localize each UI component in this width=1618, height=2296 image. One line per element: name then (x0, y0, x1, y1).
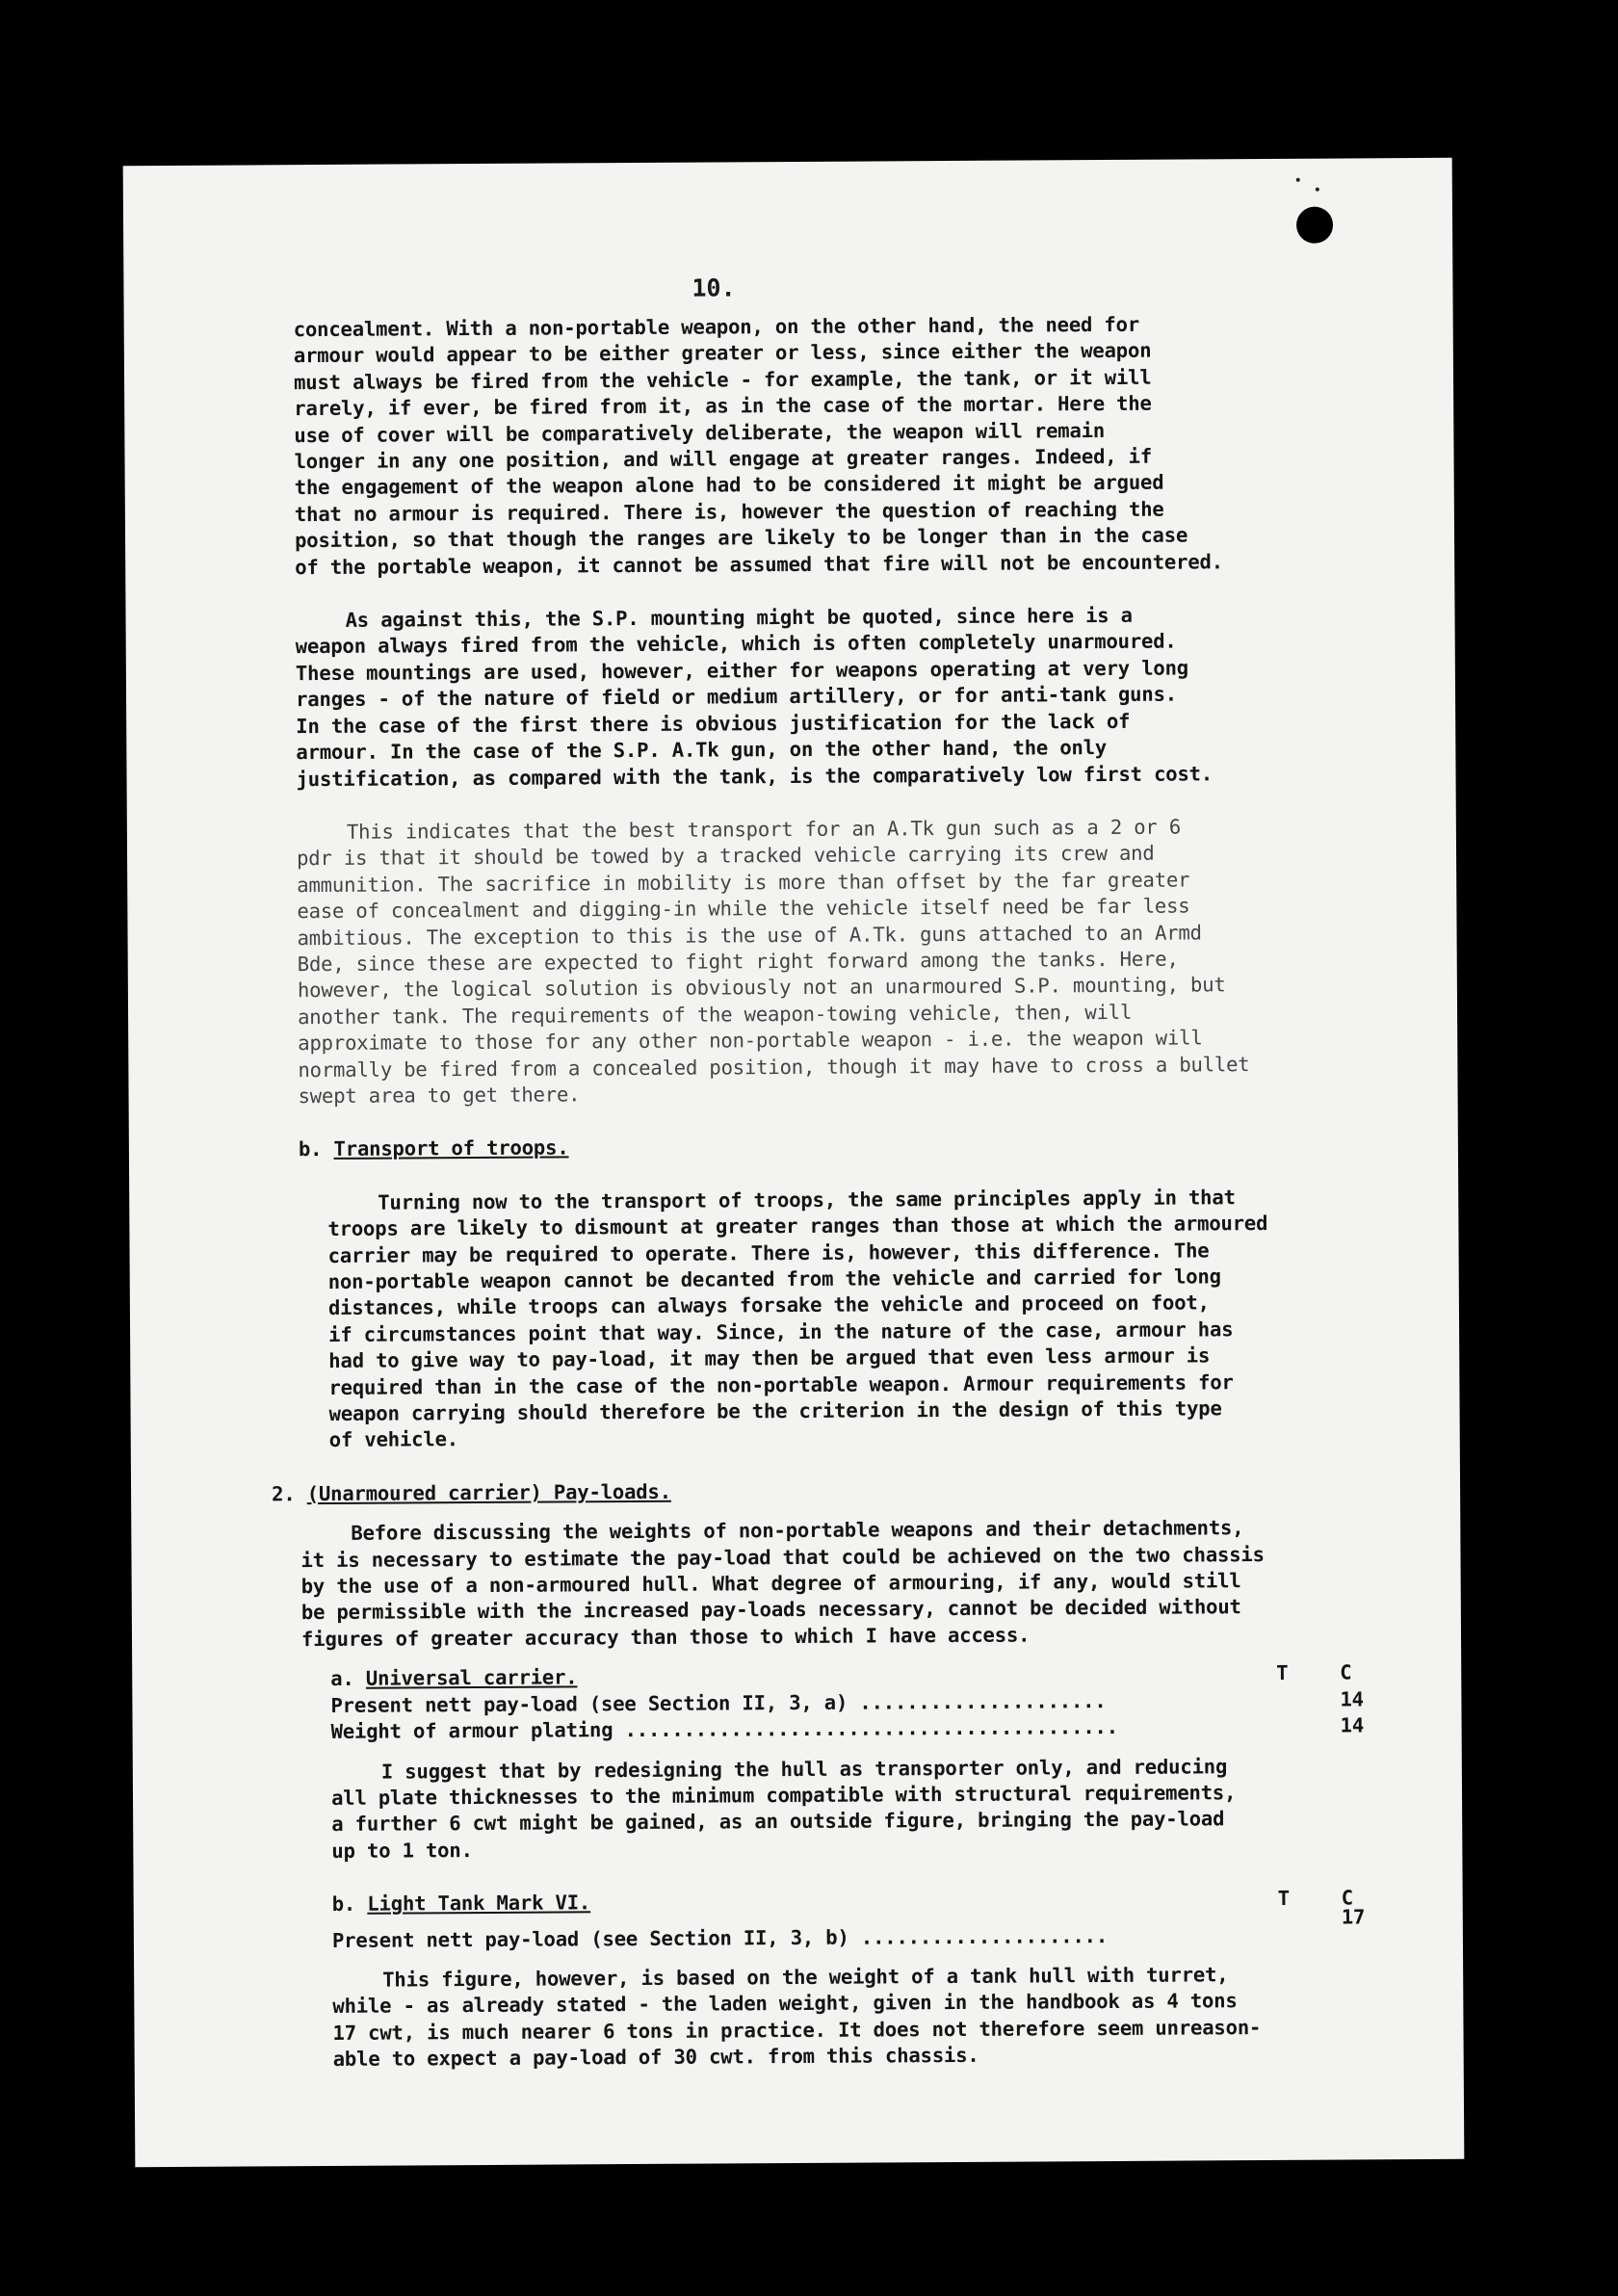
text-line: distances, while troops can always forsake the vehicle and proceed on foot, (327, 1291, 1210, 1320)
text-line: armour. In the case of the S.P. A.Tk gun, on the other hand, the only (296, 736, 1108, 765)
text-line: use of cover will be comparatively deliberate, the weapon will remain (294, 418, 1106, 447)
punch-hole (1296, 207, 1333, 244)
paper-speck (1316, 188, 1319, 192)
paragraph (297, 813, 1368, 1109)
text-line: troops are likely to dismount at greater ranges than those at which the armoured (327, 1212, 1268, 1241)
text-line: I suggest that by redesigning the hull as transporter only, and reducing (380, 1754, 1228, 1784)
text-line: by the use of a non-armoured hull. What degree of armouring, if any, would still (300, 1569, 1241, 1599)
text-line: armour would appear to be either greater or less, since either the weapon (293, 339, 1152, 368)
subsection-label: a. (330, 1667, 354, 1691)
subsection-label: b. (331, 1892, 356, 1917)
text-line: if circumstances point that way. Since, in the nature of the case, armour has (328, 1318, 1234, 1346)
column-header-c: C (1341, 1886, 1353, 1910)
text-line: swept area to get there. (298, 1083, 581, 1109)
text-line: rarely, if ever, be fired from it, as in the case of the mortar. Here the (294, 391, 1152, 421)
text-line: another tank. The requirements of the weapon-towing vehicle, then, will (297, 1000, 1133, 1029)
text-line: This indicates that the best transport for an A.Tk gun such as a 2 or 6 (346, 815, 1182, 844)
text-line: position, so that though the ranges are likely to be longer than in the case (294, 523, 1188, 553)
row-label: Weight of armour plating .......................................... (330, 1715, 1118, 1744)
text-line: Turning now to the transport of troops, the same principles apply in that (378, 1185, 1236, 1214)
text-line: up to 1 ton. (331, 1838, 473, 1863)
text-line: able to expect a pay-load of 30 cwt. from this chassis. (332, 2043, 979, 2072)
paragraph (294, 310, 1365, 581)
document-page (123, 158, 1465, 2167)
text-line: required than in the case of the non-portable weapon. Armour requirements for (328, 1370, 1234, 1399)
section-label: 2. (272, 1482, 296, 1506)
row-value: 14 (1340, 1687, 1364, 1711)
text-line: it is necessary to estimate the pay-load that could be achieved on the two chassis (300, 1542, 1265, 1572)
column-header-c: C (1340, 1660, 1352, 1684)
text-line: Bde, since these are expected to fight right forward among the tanks. Here, (297, 947, 1179, 977)
text-line: be permissible with the increased pay-loads necessary, cannot be decided without (300, 1595, 1241, 1625)
text-line: must always be fired from the vehicle - for example, the tank, or it will (293, 365, 1152, 394)
row-value: 14 (1340, 1713, 1365, 1737)
paper-speck (1296, 178, 1300, 182)
text-line: Before discussing the weights of non-portable weapons and their detachments, (351, 1516, 1244, 1546)
text-line: figures of greater accuracy than those to which I have access. (300, 1623, 1031, 1652)
section-title: (Unarmoured carrier) Pay-loads. (306, 1479, 671, 1505)
subsection-heading-row (303, 1885, 1372, 1918)
paragraph (300, 1515, 1370, 1654)
section-label: b. (298, 1137, 323, 1161)
text-line: of vehicle. (328, 1427, 459, 1452)
row-label: Present nett pay-load (see Section II, 3, b) ..................... (331, 1923, 1109, 1952)
subsection-heading (330, 1665, 577, 1693)
text-line: ranges - of the nature of field or medium artillery, or for anti-tank guns. (295, 682, 1178, 712)
paragraph (303, 1961, 1373, 2073)
text-line: ammunition. The sacrifice in mobility is more than offset by the far greater (297, 868, 1190, 897)
text-line: while - as already stated - the laden weight, given in the handbook as 4 tons (332, 1989, 1238, 2019)
text-line: weapon carrying should therefore be the criterion in the design of this type (328, 1396, 1222, 1425)
text-line: that no armour is required. There is, however the question of reaching the (294, 497, 1164, 526)
text-line: the engagement of the weapon alone had to be considered it might be argued (294, 471, 1164, 500)
text-line: 17 cwt, is much nearer 6 tons in practice. It does not therefore seem unreason- (332, 2015, 1262, 2045)
row-value: 17 (1341, 1904, 1366, 1929)
text-line: ease of concealment and digging-in while the vehicle itself need be far less (297, 894, 1190, 924)
text-line: ambitious. The exception to this is the use of A.Tk. guns attached to an Armd (297, 920, 1202, 950)
column-header-t: T (1277, 1886, 1290, 1911)
text-line: As against this, the S.P. mounting might be quoted, since here is a (345, 603, 1133, 632)
text-line: carrier may be required to operate. There is, however, this difference. The (327, 1238, 1210, 1267)
text-line: concealment. With a non-portable weapon, on the other hand, the need for (293, 312, 1140, 342)
subsection-heading (332, 1890, 591, 1918)
text-line: These mountings are used, however, either for weapons operating at very long (295, 656, 1189, 686)
text-line: non-portable weapon cannot be decanted from the vehicle and carried for long (327, 1265, 1221, 1293)
text-line: of the portable weapon, it cannot be assumed that fire will not be encountered. (295, 549, 1223, 579)
text-line: a further 6 cwt might be gained, as an outside figure, bringing the pay-load (331, 1807, 1225, 1837)
column-header-t: T (1276, 1661, 1289, 1685)
row-label: Present nett pay-load (see Section II, 3, a) ..................... (330, 1688, 1107, 1717)
text-line: weapon always fired from the vehicle, which is often completely unarmoured. (295, 630, 1177, 659)
text-line: This figure, however, is based on the weight of a tank hull with turret, (382, 1963, 1229, 1992)
text-line: longer in any one position, and will engage at greater ranges. Indeed, if (294, 444, 1153, 474)
text-line: pdr is that it should be towed by a tracked vehicle carrying its crew and (296, 842, 1155, 871)
text-line: normally be fired from a concealed position, though it may have to cross a bullet (298, 1052, 1250, 1082)
text-line: justification, as compared with the tank, is the comparatively low first cost. (296, 761, 1214, 791)
paragraph (302, 1753, 1372, 1865)
subsection-title: Universal carrier. (365, 1665, 578, 1691)
text-line: had to give way to pay-load, it may then be argued that even less armour is (328, 1344, 1211, 1373)
paragraph (295, 601, 1365, 793)
paragraph (299, 1184, 1370, 1454)
text-line: In the case of the first there is obvious justification for the lack of (296, 709, 1131, 738)
section-title: Transport of troops. (333, 1135, 569, 1161)
subsection-title: Light Tank Mark VI. (367, 1891, 591, 1916)
text-line: all plate thicknesses to the minimum compatible with structural requirements, (330, 1781, 1237, 1810)
page-number: 10. (692, 274, 736, 302)
document-body (272, 310, 1373, 2073)
text-line: approximate to those for any other non-portable weapon - i.e. the weapon will (298, 1026, 1203, 1056)
text-line: however, the logical solution is obviously not an unarmoured S.P. mounting, but (297, 973, 1226, 1003)
